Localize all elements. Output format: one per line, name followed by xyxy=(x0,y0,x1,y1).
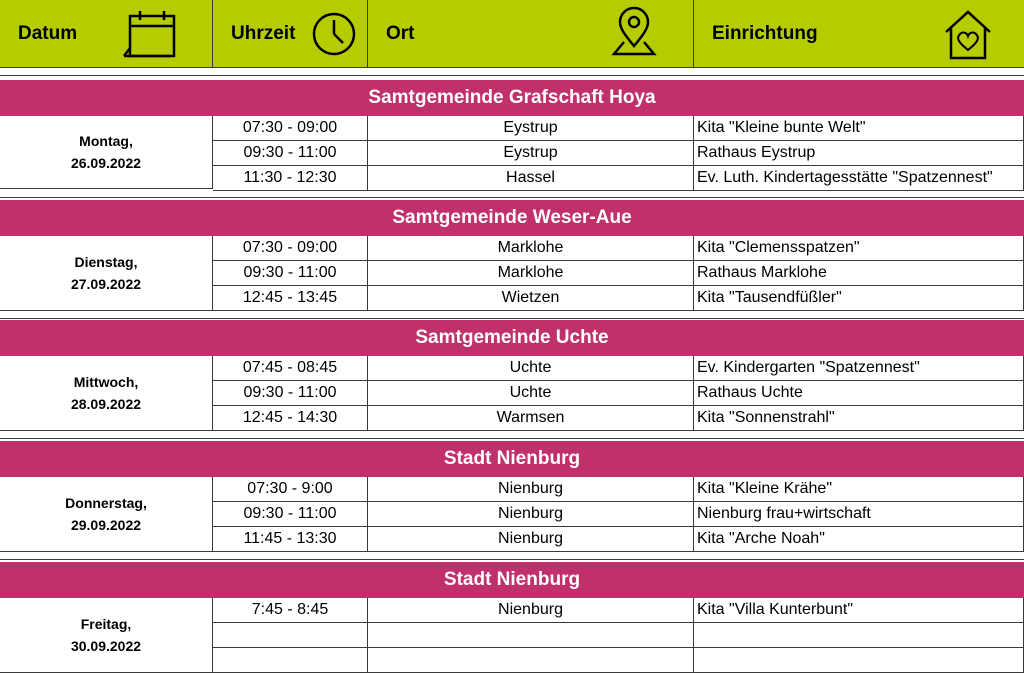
einrichtung-cell: Nienburg frau+wirtschaft xyxy=(694,502,1024,527)
day-cell xyxy=(0,236,213,311)
day-date: 29.09.2022 xyxy=(70,517,142,533)
ort-cell xyxy=(368,648,694,673)
ort-cell: Nienburg xyxy=(368,598,694,623)
time-cell: 09:30 - 11:00 xyxy=(213,141,368,166)
einrichtung-cell: Kita "Kleine bunte Welt" xyxy=(694,116,1024,141)
ort-cell: Wietzen xyxy=(368,286,694,311)
ort-cell: Uchte xyxy=(368,381,694,406)
time-cell: 07:30 - 9:00 xyxy=(213,477,368,502)
einrichtung-cell: Ev. Luth. Kindertagesstätte "Spatzennest" xyxy=(694,166,1024,191)
header-datum xyxy=(0,0,213,68)
day-name: Freitag, xyxy=(80,616,132,632)
clock-icon xyxy=(311,11,357,57)
section-spacer xyxy=(0,431,1024,439)
einrichtung-cell: Kita "Clemensspatzen" xyxy=(694,236,1024,261)
ort-cell: Nienburg xyxy=(368,527,694,552)
header-ort-label: Ort xyxy=(386,23,415,44)
einrichtung-cell: Rathaus Eystrup xyxy=(694,141,1024,166)
day-name: Mittwoch, xyxy=(73,374,139,390)
time-cell: 09:30 - 11:00 xyxy=(213,261,368,286)
section-spacer xyxy=(0,190,1024,198)
ort-cell: Nienburg xyxy=(368,502,694,527)
ort-cell: Eystrup xyxy=(368,116,694,141)
time-cell: 07:30 - 09:00 xyxy=(213,116,368,141)
time-cell: 09:30 - 11:00 xyxy=(213,381,368,406)
section-title: Samtgemeinde Weser-Aue xyxy=(0,200,1024,236)
time-cell: 12:45 - 14:30 xyxy=(213,406,368,431)
time-cell: 11:30 - 12:30 xyxy=(213,166,368,191)
time-cell: 11:45 - 13:30 xyxy=(213,527,368,552)
einrichtung-cell xyxy=(694,648,1024,673)
einrichtung-cell: Kita "Arche Noah" xyxy=(694,527,1024,552)
einrichtung-cell: Rathaus Uchte xyxy=(694,381,1024,406)
section-spacer xyxy=(0,311,1024,319)
time-cell: 12:45 - 13:45 xyxy=(213,286,368,311)
day-name: Montag, xyxy=(79,133,133,149)
section-spacer xyxy=(0,552,1024,560)
day-name: Donnerstag, xyxy=(65,495,147,511)
time-cell: 09:30 - 11:00 xyxy=(213,502,368,527)
ort-cell: Warmsen xyxy=(368,406,694,431)
ort-cell: Uchte xyxy=(368,356,694,381)
header-ort xyxy=(368,0,694,68)
section-title: Stadt Nienburg xyxy=(0,441,1024,477)
section-title: Stadt Nienburg xyxy=(0,562,1024,598)
einrichtung-cell: Kita "Villa Kunterbunt" xyxy=(694,598,1024,623)
time-cell: 07:30 - 09:00 xyxy=(213,236,368,261)
ort-cell: Eystrup xyxy=(368,141,694,166)
location-pin-icon xyxy=(610,6,658,62)
day-cell xyxy=(0,598,213,673)
day-date: 26.09.2022 xyxy=(70,155,142,171)
header-datum-label: Datum xyxy=(18,23,78,44)
day-date: 30.09.2022 xyxy=(70,638,142,654)
time-cell xyxy=(213,648,368,673)
day-cell xyxy=(0,116,213,189)
day-date: 28.09.2022 xyxy=(70,396,142,412)
day-date: 27.09.2022 xyxy=(70,276,142,292)
time-cell: 7:45 - 8:45 xyxy=(213,598,368,623)
day-cell xyxy=(0,356,213,431)
ort-cell xyxy=(368,623,694,648)
einrichtung-cell: Ev. Kindergarten "Spatzennest" xyxy=(694,356,1024,381)
ort-cell: Nienburg xyxy=(368,477,694,502)
home-heart-icon xyxy=(942,8,994,62)
header-einrichtung-label: Einrichtung xyxy=(712,23,818,44)
time-cell xyxy=(213,623,368,648)
einrichtung-cell: Kita "Sonnenstrahl" xyxy=(694,406,1024,431)
ort-cell: Marklohe xyxy=(368,236,694,261)
einrichtung-cell xyxy=(694,623,1024,648)
time-cell: 07:45 - 08:45 xyxy=(213,356,368,381)
ort-cell: Marklohe xyxy=(368,261,694,286)
section-title: Samtgemeinde Uchte xyxy=(0,320,1024,356)
calendar-icon xyxy=(122,8,180,60)
einrichtung-cell: Kita "Tausendfüßler" xyxy=(694,286,1024,311)
day-name: Dienstag, xyxy=(74,254,138,270)
einrichtung-cell: Kita "Kleine Krähe" xyxy=(694,477,1024,502)
section-title: Samtgemeinde Grafschaft Hoya xyxy=(0,80,1024,116)
day-cell xyxy=(0,477,213,552)
section-spacer xyxy=(0,68,1024,76)
header-einrichtung xyxy=(694,0,1024,68)
einrichtung-cell: Rathaus Marklohe xyxy=(694,261,1024,286)
header-uhrzeit xyxy=(213,0,368,68)
header-uhrzeit-label: Uhrzeit xyxy=(231,23,296,44)
ort-cell: Hassel xyxy=(368,166,694,191)
